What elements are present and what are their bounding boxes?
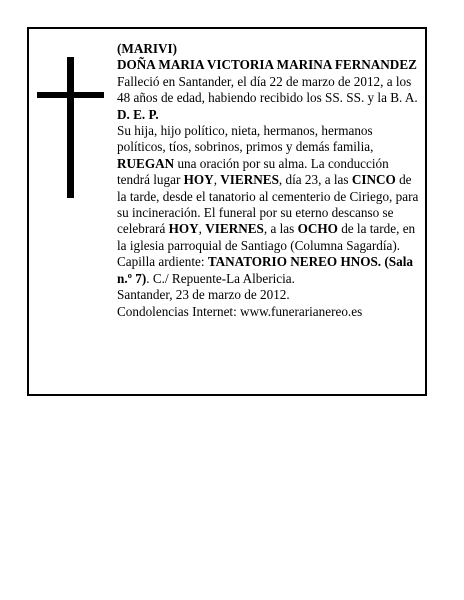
hoy-text-2: HOY (168, 221, 199, 237)
separator-2: , (198, 221, 206, 237)
family-text: Su hija, hijo político, nieta, hermanos, hermanos políticos, tíos, sobrinos, primos y demás familia, (117, 123, 374, 155)
church-text: de la tarde, en la iglesia parroquial de Santiago (Columna Sagardía). (117, 221, 416, 253)
hoy-text-1: HOY (183, 172, 214, 188)
cinco-text: CINCO (351, 172, 396, 188)
prayer-text: una oración por su alma. La conducción tendrá lugar (117, 155, 389, 188)
cross-icon-horizontal-bar (37, 92, 104, 98)
alas-text: , a las (263, 221, 298, 237)
ocho-text: OCHO (297, 221, 338, 237)
chapel-address: . C./ Repuente-La Albericia. (146, 270, 295, 286)
family-paragraph (117, 123, 423, 254)
cross-icon-vertical-bar (67, 57, 74, 198)
obituary-notice (27, 27, 427, 396)
chapel-line (117, 254, 423, 287)
cremation-text: de la tarde, desde el tanatorio al cementerio de Ciriego, para su incineración. El funeral por su eterno descanso se celebrará (117, 172, 419, 237)
chapel-label: Capilla ardiente: (117, 254, 208, 270)
chapel-name: TANATORIO NEREO HNOS. (Sala n.º 7) (117, 254, 413, 286)
viernes-text-1: VIERNES (220, 172, 279, 188)
dep-line: D. E. P. (117, 106, 159, 122)
date-line: Santander, 23 de marzo de 2012. (117, 287, 290, 303)
deceased-name: DOÑA MARIA VICTORIA MARINA FERNANDEZ (117, 57, 417, 73)
notice-body (117, 41, 423, 320)
death-details: Falleció en Santander, el día 22 de marzo de 2012, a los 48 años de edad, habiendo recibido los SS. SS. y la B. A. (117, 73, 418, 106)
ruegan-text: RUEGAN (117, 155, 175, 171)
separator-1: , (213, 172, 221, 188)
viernes-text-2: VIERNES (205, 221, 264, 237)
deceased-nickname: (MARIVI) (117, 41, 178, 56)
day-text: , día 23, a las (278, 172, 352, 188)
condolences-line: Condolencias Internet: www.funerarianereo.es (117, 303, 363, 319)
